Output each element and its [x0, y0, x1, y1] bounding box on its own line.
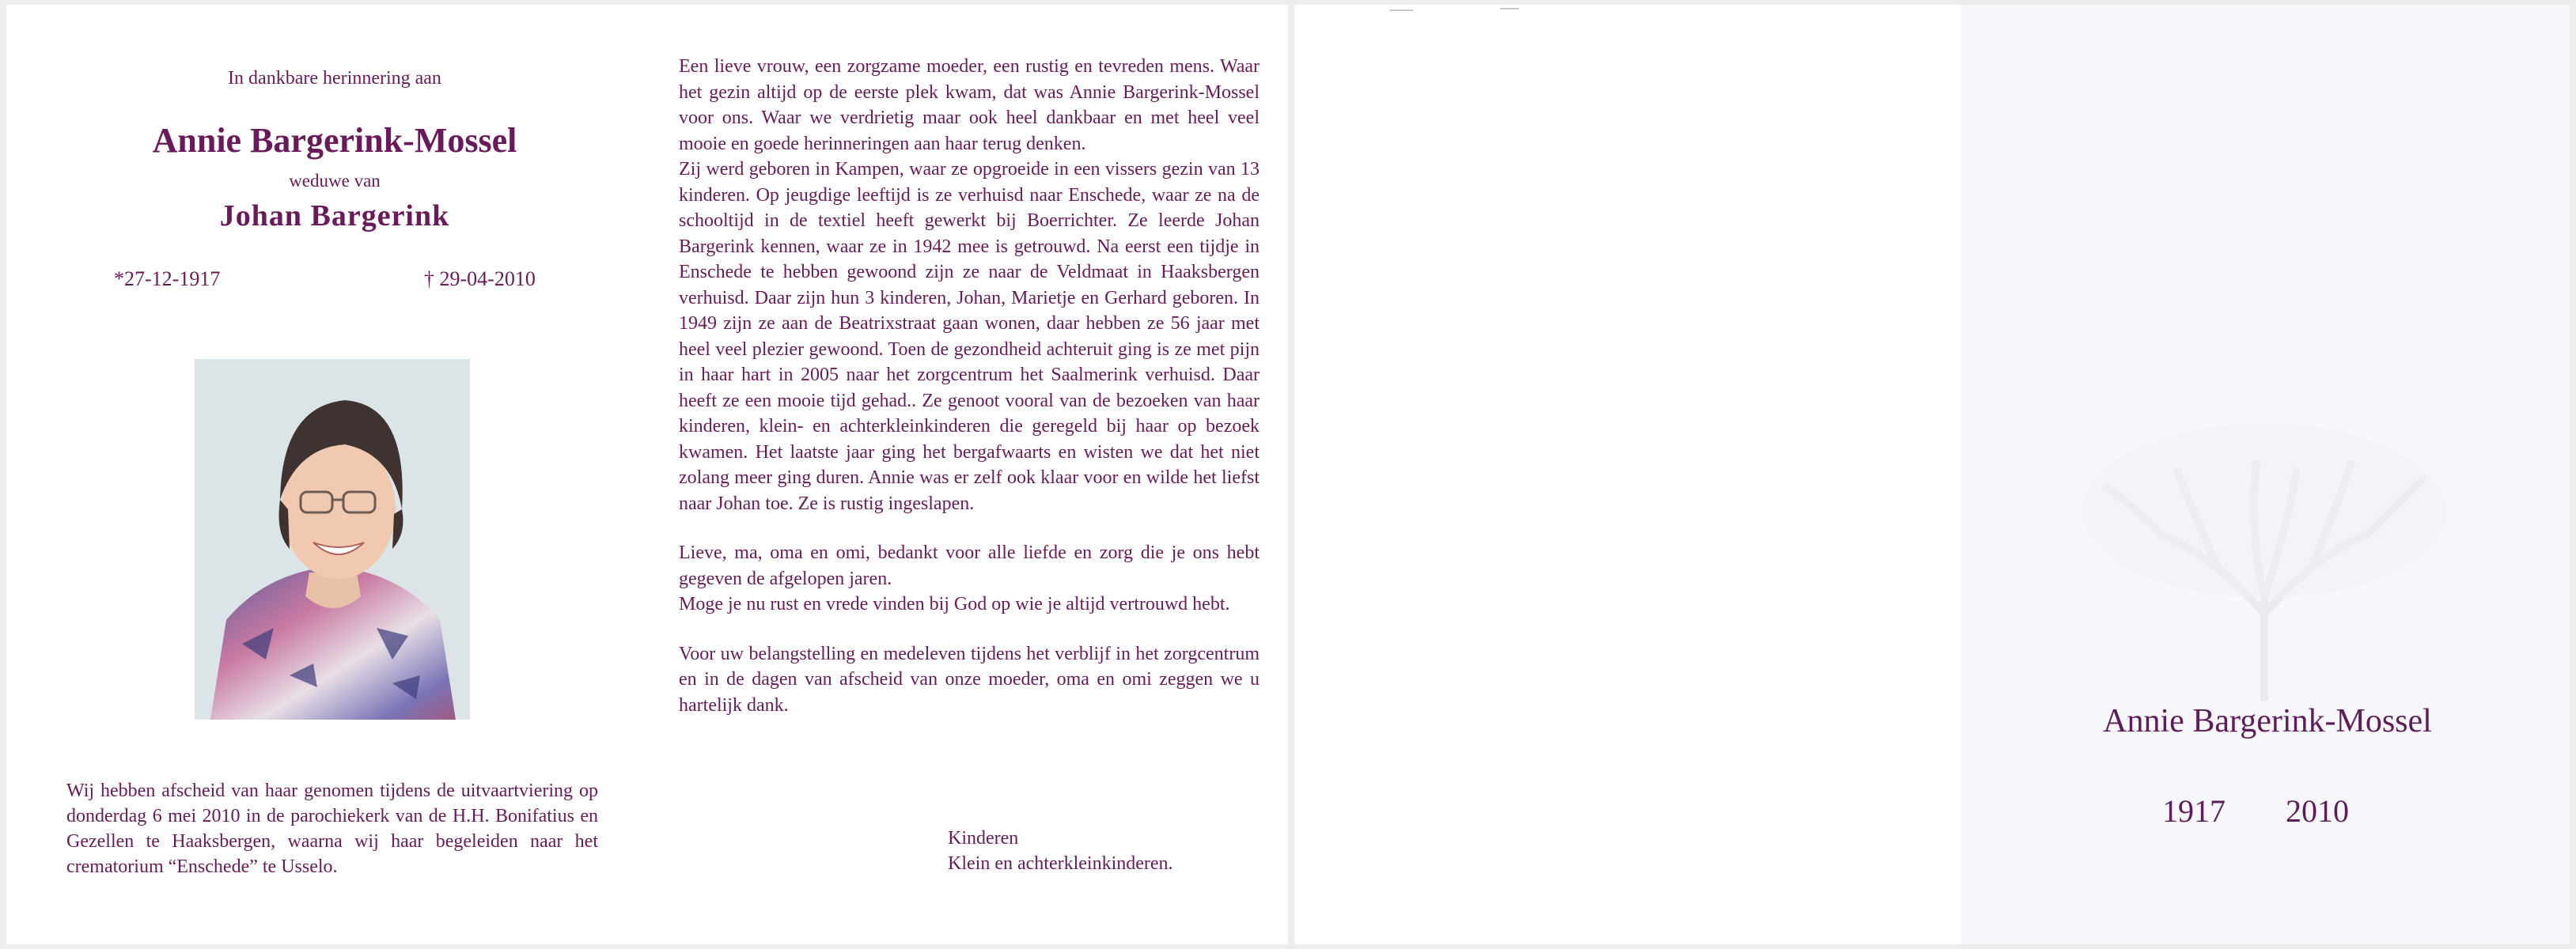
scan-mark — [1500, 8, 1519, 9]
intro-text: In dankbare herinnering aan — [228, 68, 441, 89]
farewell-text: Wij hebben afscheid van haar genomen tijdens de uitvaartviering op donderdag 6 mei 2010 in de parochiekerk van de H.H. Bonifatius en Gezellen te Haaksbergen, waarna wij haar begeleiden naar het crematorium “Enschede” te Usselo. — [66, 781, 598, 877]
signoff — [948, 826, 1173, 876]
card-inside-panel — [6, 5, 1288, 944]
tree-watermark-icon — [2059, 416, 2470, 701]
thanks-mother-paragraph: Lieve, ma, oma en omi, bedankt voor alle liefde en zorg die je ons hebt gegeven de afgelopen jaren. — [679, 543, 1260, 589]
husband-name: Johan Bargerink — [219, 199, 450, 233]
story-paragraph-2: Zij werd geboren in Kampen, waar ze opgroeide in een vissers gezin van 13 kinderen. Op jeugdige leeftijd is ze verhuisd naar Enschede, waar ze na de schooltijd in de textiel heeft gewerkt bij Boerrichter. Ze leerde Johan Bargerink kennen, waar ze in 1942 mee is getrouwd. Na eerst een tijdje in Enschede te hebben gewoond zijn ze naar de Veldmaat in Haaksbergen verhuisd. Daar zijn hun 3 kinderen, Johan, Marietje en Gerhard geboren. In 1949 zijn ze aan de Beatrixstraat gaan wonen, daar hebben ze 56 jaar met heel veel plezier gewoond. Toen de gezondheid achteruit ging is ze met pijn in haar hart in 2005 naar het zorgcentrum het Saalmerink verhuisd. Daar heeft ze een mooie tijd gehad.. Ze genoot vooral van de bezoeken van haar kinderen, klein- en achterkleinkinderen die geregeld bij haar op bezoek kwamen. Het laatste jaar ging het bergafwaarts en wisten we dat het niet zolang meer ging duren. Annie was er zelf ook klaar voor en wilde het liefst naar Johan toe. Ze is rustig ingeslapen. — [679, 159, 1260, 514]
scan-mark — [1389, 9, 1413, 11]
signoff-grandchildren: Klein en achterkleinkinderen. — [948, 853, 1173, 874]
prayer-paragraph: Moge je nu rust en vrede vinden bij God op wie je altijd vertrouwd hebt. — [679, 594, 1230, 614]
portrait-illustration — [195, 359, 470, 720]
gratitude-paragraph: Voor uw belangstelling en medeleven tijdens het verblijf in het zorgcentrum en in de dagen van afscheid van onze moeder, oma en omi zeggen we u hartelijk dank. — [679, 643, 1260, 716]
story-paragraph-1: Een lieve vrouw, een zorgzame moeder, een rustig en tevreden mens. Waar het gezin altijd op de eerste plek kwam, dat was Annie Bargerink-Mossel voor ons. Waar we verdrietig maar ook heel dankbaar en met heel veel mooie en goede herinneringen aan haar terug denken. — [679, 56, 1260, 154]
deceased-name: Annie Bargerink-Mossel — [152, 121, 517, 160]
cover-death-year: 2010 — [2286, 793, 2349, 829]
birth-date: *27-12-1917 — [114, 267, 221, 290]
portrait-photo — [195, 359, 470, 720]
card-cover-panel — [1294, 5, 2570, 944]
memorial-story — [679, 54, 1260, 718]
widow-of-text: weduwe van — [289, 171, 381, 191]
cover-name: Annie Bargerink-Mossel — [2103, 703, 2432, 739]
death-date: † 29-04-2010 — [424, 267, 536, 290]
signoff-children: Kinderen — [948, 828, 1019, 849]
cover-birth-year: 1917 — [2162, 793, 2226, 829]
